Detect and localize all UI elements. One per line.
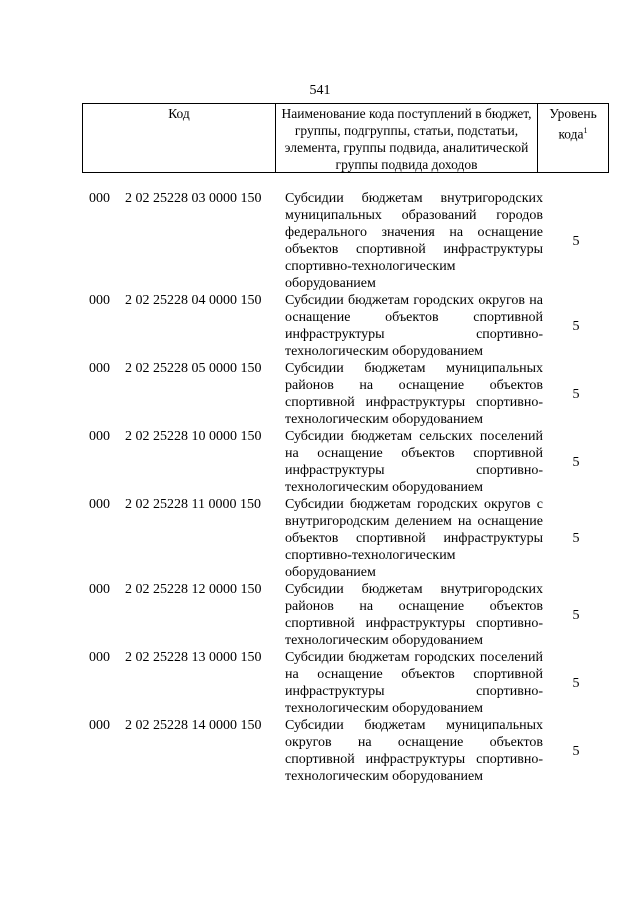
header-code: Код <box>83 104 276 172</box>
income-code: 2 02 25228 10 0000 150 <box>125 429 262 444</box>
admin-code: 000 <box>89 650 110 665</box>
page-number: 541 <box>309 83 331 98</box>
admin-code: 000 <box>89 191 110 206</box>
code-level: 5 <box>572 607 580 623</box>
admin-code: 000 <box>89 293 110 308</box>
income-code: 2 02 25228 04 0000 150 <box>125 293 262 308</box>
admin-code: 000 <box>89 361 110 376</box>
income-code: 2 02 25228 03 0000 150 <box>125 191 262 206</box>
income-code: 2 02 25228 05 0000 150 <box>125 361 262 376</box>
admin-code: 000 <box>89 582 110 597</box>
table-row <box>82 428 609 496</box>
code-level: 5 <box>572 386 580 402</box>
code-level: 5 <box>572 454 580 470</box>
table-row <box>82 717 609 785</box>
code-level: 5 <box>572 233 580 249</box>
table-row <box>82 292 609 360</box>
income-name: Субсидии бюджетам сельских поселений на оснащение объектов спортивной инфраструктуры спортивно-технологическим оборудованием <box>285 429 543 495</box>
income-name: Субсидии бюджетам внутригородских районов на оснащение объектов спортивной инфраструктуры спортивно-технологическим оборудованием <box>285 582 543 648</box>
admin-code: 000 <box>89 429 110 444</box>
income-code: 2 02 25228 14 0000 150 <box>125 718 262 733</box>
income-code: 2 02 25228 12 0000 150 <box>125 582 262 597</box>
table-row <box>82 581 609 649</box>
table-row <box>82 649 609 717</box>
income-name: Субсидии бюджетам муниципальных районов на оснащение объектов спортивной инфраструктуры спортивно-технологическим оборудованием <box>285 361 543 427</box>
code-level: 5 <box>572 531 580 546</box>
income-name: Субсидии бюджетам городских поселений на оснащение объектов спортивной инфраструктуры спортивно-технологическим оборудованием <box>285 650 543 716</box>
table-row <box>82 190 609 292</box>
code-level: 5 <box>572 318 580 334</box>
income-name: Субсидии бюджетам городских округов с внутригородским делением на оснащение объектов спортивной инфраструктуры спортивно-технологическим оборудованием <box>285 497 543 580</box>
table-header <box>82 103 609 173</box>
header-level <box>538 104 608 172</box>
income-code: 2 02 25228 11 0000 150 <box>125 497 261 512</box>
header-name: Наименование кода поступлений в бюджет, группы, подгруппы, статьи, подстатьи, элемента, группы подвида, аналитической группы подвида доходов <box>276 104 538 172</box>
table-row <box>82 360 609 428</box>
income-name: Субсидии бюджетам городских округов на оснащение объектов спортивной инфраструктуры спортивно-технологическим оборудованием <box>285 293 543 359</box>
income-name: Субсидии бюджетам муниципальных округов на оснащение объектов спортивной инфраструктуры спортивно-технологическим оборудованием <box>285 718 543 784</box>
admin-code: 000 <box>89 497 110 512</box>
table-row <box>82 496 609 581</box>
code-level: 5 <box>572 743 580 759</box>
admin-code: 000 <box>89 718 110 733</box>
header-level-label: Уровень кода <box>549 106 597 142</box>
income-name: Субсидии бюджетам внутригородских муниципальных образований городов федерального значения на оснащение объектов спортивной инфраструктуры спортивно-технологическим оборудованием <box>285 191 543 291</box>
table-body <box>82 190 609 785</box>
footnote-marker: 1 <box>583 126 588 135</box>
code-level: 5 <box>572 675 580 691</box>
income-code: 2 02 25228 13 0000 150 <box>125 650 262 665</box>
